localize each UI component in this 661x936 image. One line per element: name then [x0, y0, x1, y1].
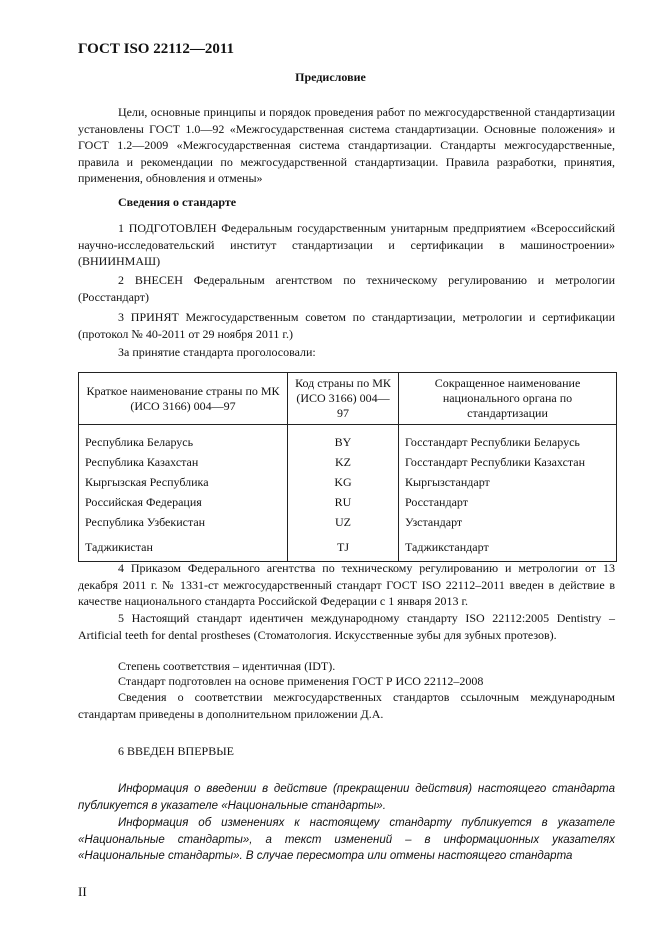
table-row: [79, 452, 617, 472]
table-row: [79, 472, 617, 492]
table-row: [79, 492, 617, 512]
table-cell: Узстандарт: [399, 512, 617, 532]
document-code: ГОСТ ISO 22112—2011: [78, 41, 235, 57]
voted-label: За принятие стандарта проголосовали:: [118, 345, 316, 359]
item-3: 3 ПРИНЯТ Межгосударственным советом по стандартизации, метрологии и сертификации (протокол № 40-2011 от 29 ноября 2011 г.): [78, 310, 615, 341]
conformity-degree: Степень соответствия – идентичная (IDT).: [118, 659, 336, 673]
references-info: Сведения о соответствии межгосударственных стандартов ссылочным международным стандартам приведены в дополнительном приложении Д.А.: [78, 690, 615, 721]
foreword-title: Предисловие: [295, 70, 366, 84]
standard-info-title: Сведения о стандарте: [118, 195, 237, 209]
table-header: Сокращенное наименование национального органа по стандартизации: [399, 373, 617, 425]
table-cell: Госстандарт Республики Казахстан: [399, 452, 617, 472]
table-row: [79, 532, 617, 562]
table-row: [79, 425, 617, 453]
table-cell: Госстандарт Республики Беларусь: [399, 425, 617, 453]
table-cell: TJ: [288, 532, 399, 562]
page-number: II: [78, 884, 87, 899]
table-cell: KZ: [288, 452, 399, 472]
notice-introduction: Информация о введении в действие (прекращении действия) настоящего стандарта публикуется в указателе «Национальные стандарты».: [78, 783, 615, 812]
table-row: [79, 512, 617, 532]
table-cell: Кыргызская Республика: [79, 472, 288, 492]
voting-states-table: [78, 372, 617, 562]
table-cell: Росстандарт: [399, 492, 617, 512]
table-cell: BY: [288, 425, 399, 453]
item-6: 6 ВВЕДЕН ВПЕРВЫЕ: [118, 744, 234, 758]
table-cell: Республика Узбекистан: [79, 512, 288, 532]
table-cell: RU: [288, 492, 399, 512]
table-cell: UZ: [288, 512, 399, 532]
table-cell: Республика Казахстан: [79, 452, 288, 472]
table-header: Краткое наименование страны по МК (ИСО 3166) 004—97: [79, 373, 288, 425]
notice-changes: Информация об изменениях к настоящему стандарту публикуется в указателе «Национальные стандарты», а текст изменений – в информационных указателях «Национальные стандарты». В случае пересмотра или отмены настоящего стандарта: [78, 817, 615, 862]
item-4: 4 Приказом Федерального агентства по техническому регулированию и метрологии от 13 декабря 2011 г. № 1331-ст межгосударственный стандарт ГОСТ ISO 22112–2011 введен в действие в качестве национального стандарта Российской Федерации с 1 января 2013 г.: [78, 561, 615, 608]
foreword-intro: Цели, основные принципы и порядок проведения работ по межгосударственной стандартизации установлены ГОСТ 1.0—92 «Межгосударственная система стандартизации. Основные положения» и ГОСТ 1.2—2009 «Межгосударственная система стандартизации. Стандарты межгосударственные, правила и рекомендации по межгосударственной стандартизации. Правила разработки, принятия, применения, обновления и отмены»: [78, 105, 615, 185]
table-cell: Кыргызстандарт: [399, 472, 617, 492]
table-cell: Таджикистан: [79, 532, 288, 562]
table-cell: Российская Федерация: [79, 492, 288, 512]
table-cell: Таджикстандарт: [399, 532, 617, 562]
table-header: Код страны по МК (ИСО 3166) 004—97: [288, 373, 399, 425]
table-header-row: [79, 373, 617, 425]
item-1: 1 ПОДГОТОВЛЕН Федеральным государственным унитарным предприятием «Всероссийский научно-исследовательский институт стандартизации и сертификации в машиностроении» (ВНИИНМАШ): [78, 221, 615, 268]
prepared-basis: Стандарт подготовлен на основе применения ГОСТ Р ИСО 22112–2008: [118, 674, 484, 688]
item-2: 2 ВНЕСЕН Федеральным агентством по техническому регулированию и метрологии (Росстандарт): [78, 273, 615, 304]
item-5: 5 Настоящий стандарт идентичен международному стандарту ISO 22112:2005 Dentistry – Artificial teeth for dental prostheses (Стоматология. Искусственные зубы для зубных протезов).: [78, 611, 615, 642]
table-cell: Республика Беларусь: [79, 425, 288, 453]
table-cell: KG: [288, 472, 399, 492]
